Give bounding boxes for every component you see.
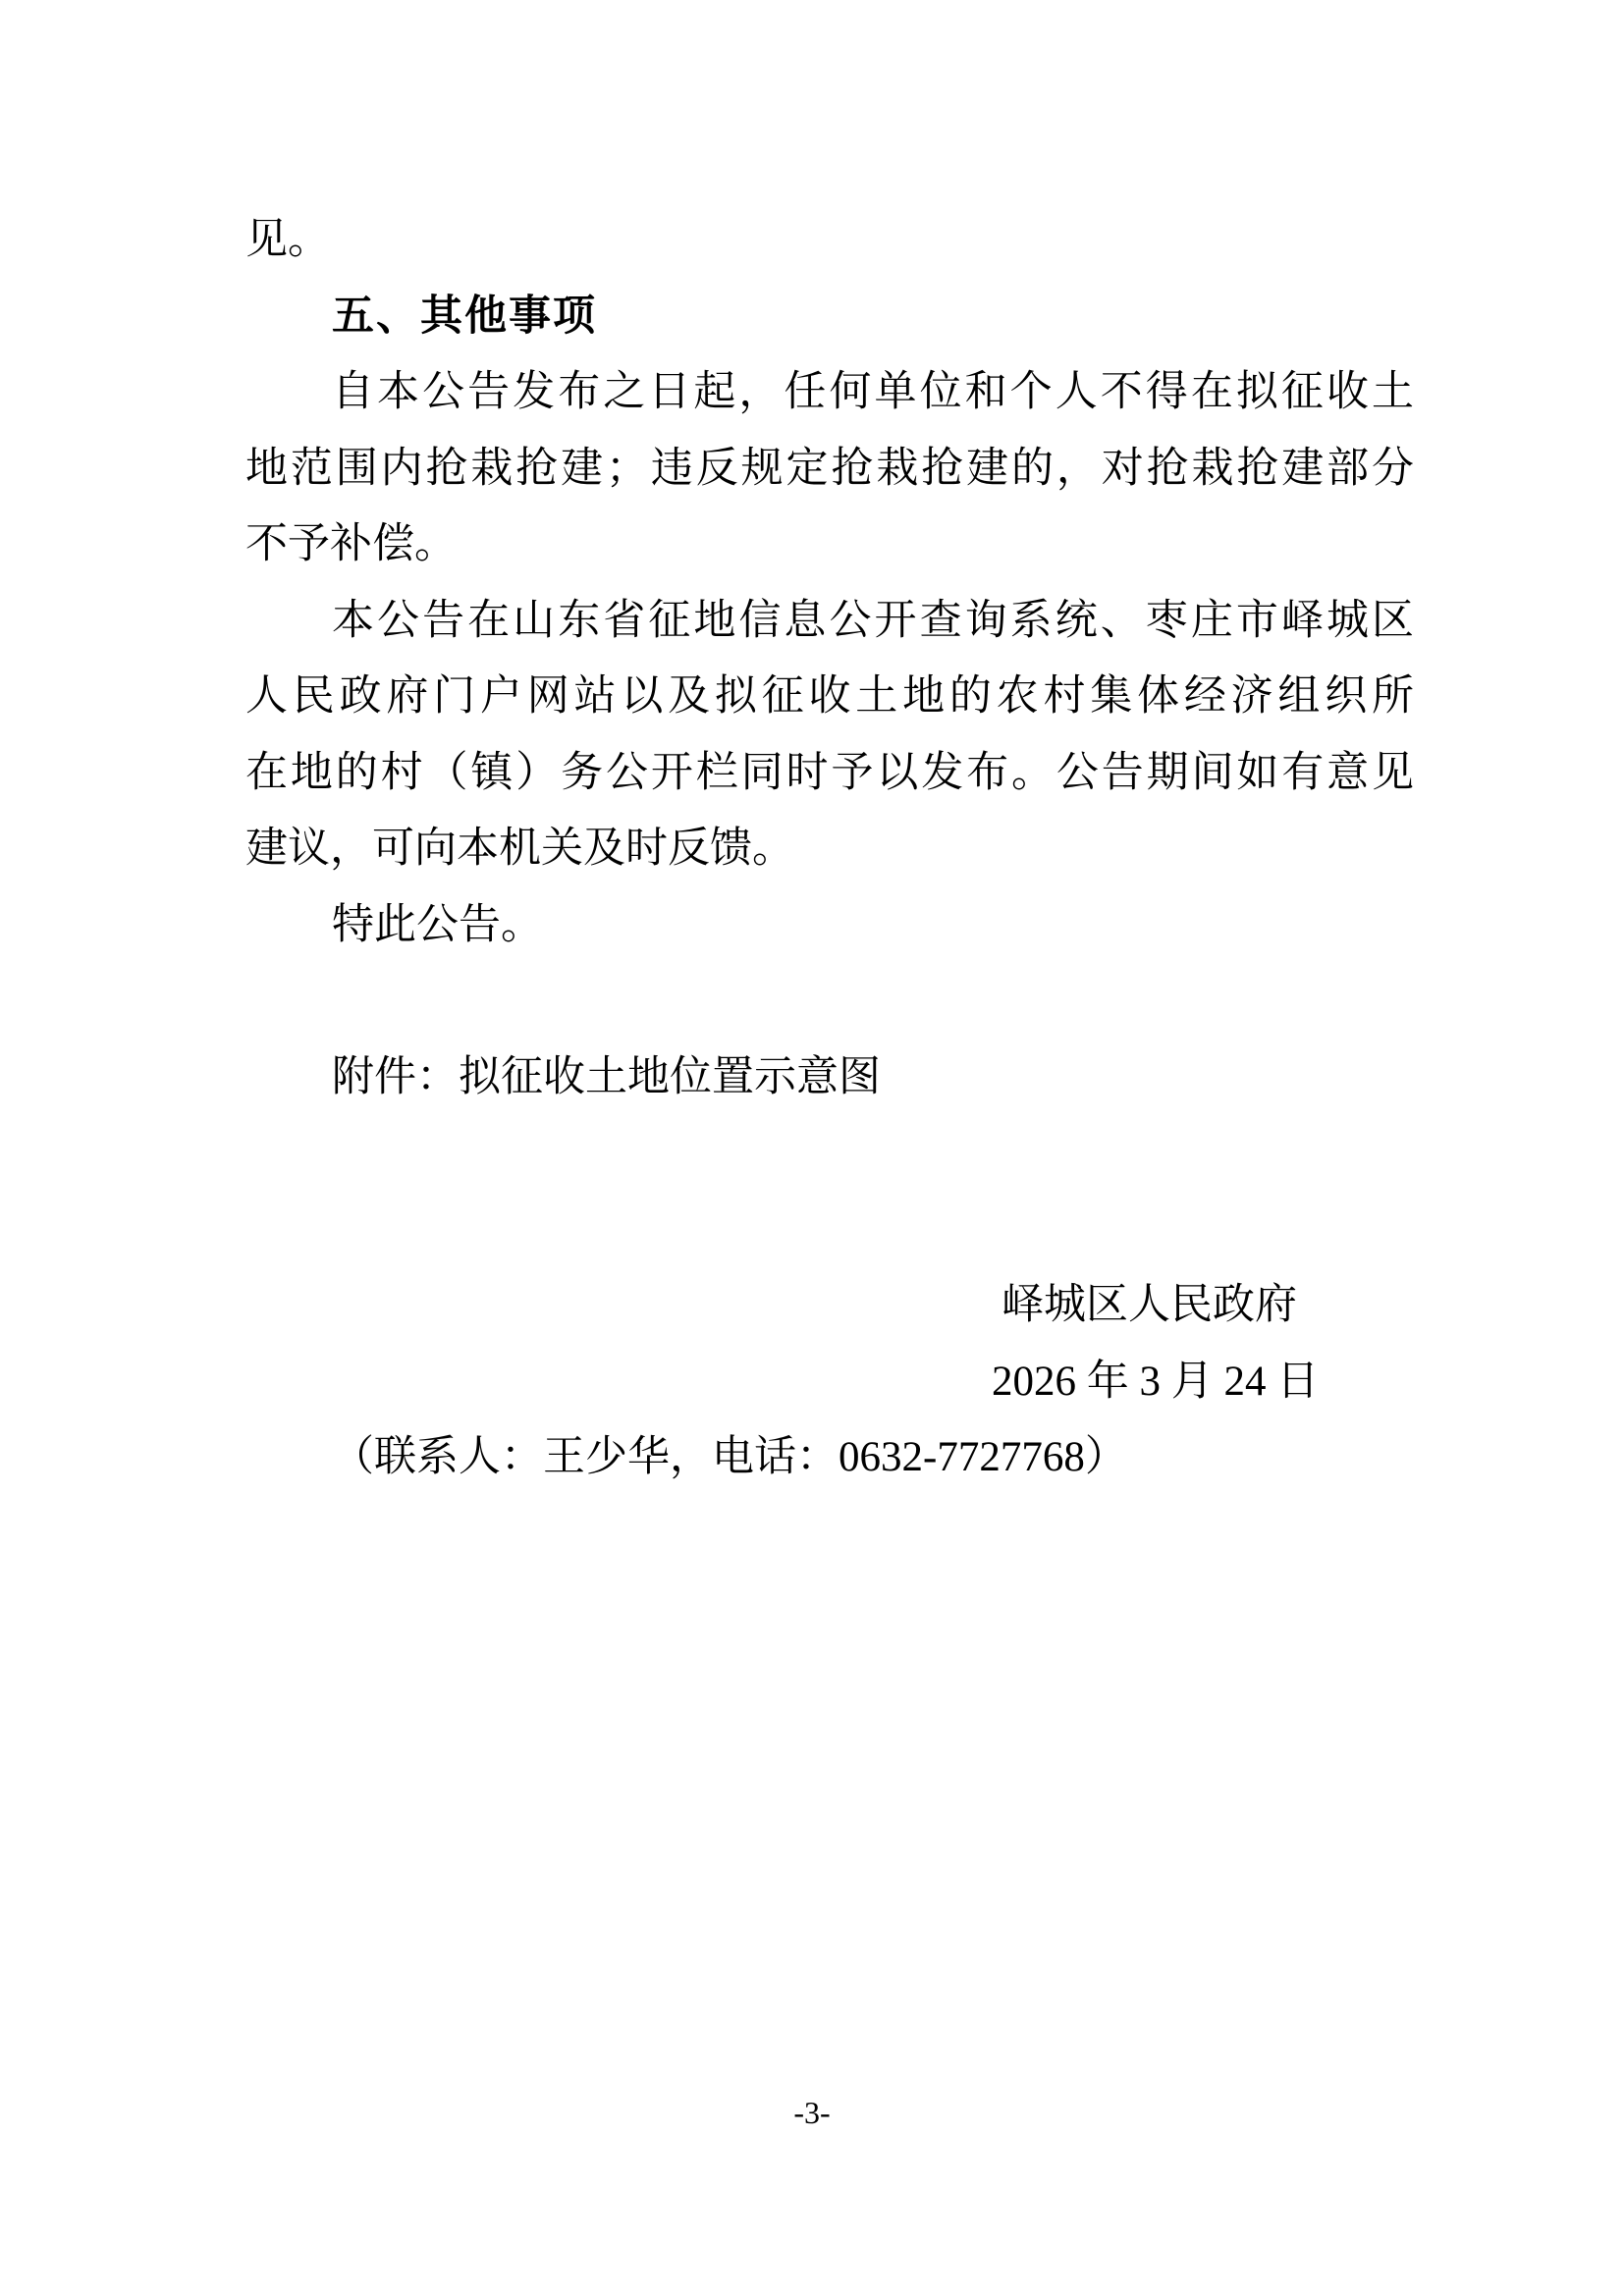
contact-line: （联系人：王少华，电话：0632-7727768） [332,1434,1127,1480]
page-number: -3- [793,2095,831,2130]
text-line: 本公告在山东省征地信息公开查询系统、枣庄市峄城区 [332,597,1414,644]
text-line-continuation: 见。 [245,217,330,263]
text-line: 不予补偿。 [245,521,457,567]
blank-line [245,963,1414,1040]
text-line: 地范围内抢栽抢建；违反规定抢栽抢建的，对抢栽抢建部分 [245,445,1414,492]
signature-org: 峄城区人民政府 [1001,1282,1297,1328]
signature-date: 2026 年 3 月 24 日 [992,1358,1320,1405]
text-line: 人民政府门户网站以及拟征收土地的农村集体经济组织所 [245,673,1414,720]
text-line: 建议，可向本机关及时反馈。 [245,826,794,872]
attachment-line: 附件：拟征收土地位置示意图 [332,1053,881,1100]
text-line-hereby-announced: 特此公告。 [332,901,543,948]
section-heading-other-matters: 五、其他事项 [332,292,597,340]
blank-line [245,1115,1414,1192]
text-line: 在地的村（镇）务公开栏同时予以发布。公告期间如有意见 [245,749,1414,796]
blank-line [245,1192,1414,1268]
document-body [245,202,1414,1496]
text-line: 自本公告发布之日起，任何单位和个人不得在拟征收土 [332,369,1414,415]
